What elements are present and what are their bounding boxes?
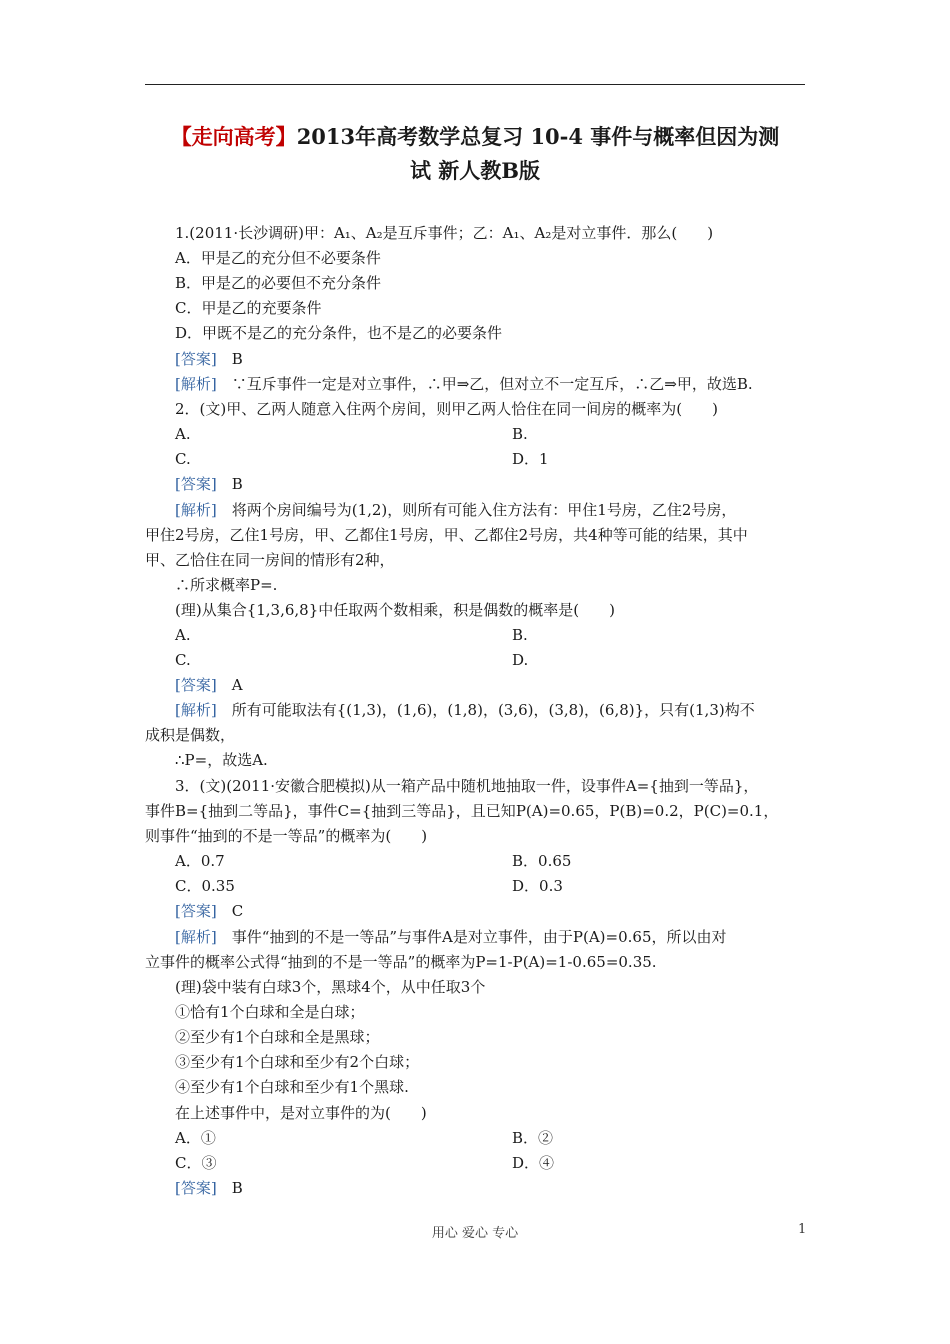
answer-value: B <box>216 475 243 493</box>
answer-3 <box>175 901 243 921</box>
analysis-tag: [解析] <box>175 928 217 946</box>
question-3-li: (理)袋中装有白球3个，黑球4个，从中任取3个 <box>175 978 486 996</box>
options-row <box>175 1153 815 1173</box>
analysis-tag: [解析] <box>175 501 217 519</box>
analysis-1 <box>175 374 753 394</box>
question-3-wen: 3．(文)(2011·安徽合肥模拟)从一箱产品中随机地抽取一件，设事件A={抽到一等品}， <box>175 777 759 795</box>
answer-tag: [答案] <box>175 475 217 493</box>
answer-tag: [答案] <box>175 902 217 920</box>
option-a: A．甲是乙的充分但不必要条件 <box>175 249 381 267</box>
option-c: C．0.35 <box>175 877 235 895</box>
event-3: ③至少有1个白球和至少有2个白球； <box>175 1053 420 1071</box>
document-title <box>140 120 810 188</box>
title-main: 2013年高考数学总复习 10-4 事件与概率但因为测 <box>296 124 780 149</box>
page-number: 1 <box>798 1222 807 1237</box>
option-d: D. <box>512 651 529 669</box>
answer-value: C <box>216 902 244 920</box>
event-4: ④至少有1个白球和至少有1个黑球. <box>175 1078 409 1096</box>
option-d: D．④ <box>512 1154 555 1172</box>
answer-tag: [答案] <box>175 676 217 694</box>
options-row <box>175 1128 815 1148</box>
analysis-text: 事件“抽到的不是一等品”与事件A是对立事件，由于P(A)=0.65，所以由对 <box>216 928 727 946</box>
analysis-2-li <box>175 700 755 720</box>
page-footer: 用心 爱心 专心 <box>431 1226 519 1241</box>
answer-value: B <box>216 350 243 368</box>
option-a: A. <box>175 425 191 443</box>
event-1: ①恰有1个白球和全是白球； <box>175 1003 365 1021</box>
analysis-2-li-result: ∴P=，故选A. <box>175 751 268 769</box>
analysis-2-cont: 甲住2号房，乙住1号房，甲、乙都住1号房，甲、乙都住2号房，共4种等可能的结果，其中 <box>145 526 748 544</box>
option-c: C. <box>175 450 191 468</box>
answer-value: A <box>216 676 243 694</box>
question-3-li-ask: 在上述事件中，是对立事件的为( ) <box>175 1104 427 1122</box>
answer-2 <box>175 474 243 494</box>
analysis-2-result: ∴所求概率P=. <box>175 576 278 594</box>
option-c: C．③ <box>175 1154 217 1172</box>
answer-tag: [答案] <box>175 350 217 368</box>
event-2: ②至少有1个白球和全是黑球； <box>175 1028 380 1046</box>
options-row <box>175 851 815 871</box>
question-3-wen-cont: 则事件“抽到的不是一等品”的概率为( ) <box>145 827 428 845</box>
option-a: A. <box>175 626 191 644</box>
option-b: B．甲是乙的必要但不充分条件 <box>175 274 382 292</box>
option-b: B. <box>512 626 528 644</box>
option-a: A．① <box>175 1129 216 1147</box>
question-2-li: (理)从集合{1,3,6,8}中任取两个数相乘，积是偶数的概率是( ) <box>175 601 615 619</box>
header-rule <box>145 84 805 85</box>
answer-2-li <box>175 675 243 695</box>
option-d: D．0.3 <box>512 877 563 895</box>
answer-1 <box>175 349 243 369</box>
options-row <box>175 625 815 645</box>
answer-3-li <box>175 1178 243 1198</box>
analysis-tag: [解析] <box>175 375 217 393</box>
title-line-2: 试 新人教B版 <box>409 158 541 183</box>
option-c: C．甲是乙的充要条件 <box>175 299 322 317</box>
answer-value: B <box>216 1179 243 1197</box>
analysis-2-cont: 甲、乙恰住在同一房间的情形有2种， <box>145 551 395 569</box>
options-row <box>175 424 815 444</box>
option-b: B．② <box>512 1129 554 1147</box>
options-row <box>175 876 815 896</box>
question-3-wen-cont: 事件B={抽到二等品}，事件C={抽到三等品}，且已知P(A)=0.65，P(B)=0.2，P(C)=0.1， <box>145 802 779 820</box>
option-d: D．甲既不是乙的充分条件，也不是乙的必要条件 <box>175 324 503 342</box>
analysis-tag: [解析] <box>175 701 217 719</box>
option-b: B. <box>512 425 528 443</box>
options-row <box>175 449 815 469</box>
title-bracket: 【走向高考】 <box>170 124 297 149</box>
question-1: 1.(2011·长沙调研)甲：A₁、A₂是互斥事件；乙：A₁、A₂是对立事件．那么( ) <box>175 224 714 242</box>
option-d: D．1 <box>512 450 549 468</box>
analysis-text: 所有可能取法有{(1,3)，(1,6)，(1,8)，(3,6)，(3,8)，(6,8)}，只有(1,3)构不 <box>216 701 755 719</box>
option-a: A．0.7 <box>175 852 225 870</box>
option-c: C. <box>175 651 191 669</box>
answer-tag: [答案] <box>175 1179 217 1197</box>
analysis-2-li-cont: 成积是偶数， <box>145 726 236 744</box>
analysis-3-cont: 立事件的概率公式得“抽到的不是一等品”的概率为P=1-P(A)=1-0.65=0.35. <box>145 953 657 971</box>
question-2-wen: 2．(文)甲、乙两人随意入住两个房间，则甲乙两人恰住在同一间房的概率为( ) <box>175 400 718 418</box>
options-row <box>175 650 815 670</box>
analysis-2 <box>175 500 736 520</box>
analysis-text: 将两个房间编号为(1,2)，则所有可能入住方法有：甲住1号房，乙住2号房， <box>216 501 737 519</box>
analysis-text: ∵互斥事件一定是对立事件，∴甲⇒乙，但对立不一定互斥，∴乙⇒甲，故选B. <box>216 375 753 393</box>
analysis-3 <box>175 927 727 947</box>
option-b: B．0.65 <box>512 852 572 870</box>
